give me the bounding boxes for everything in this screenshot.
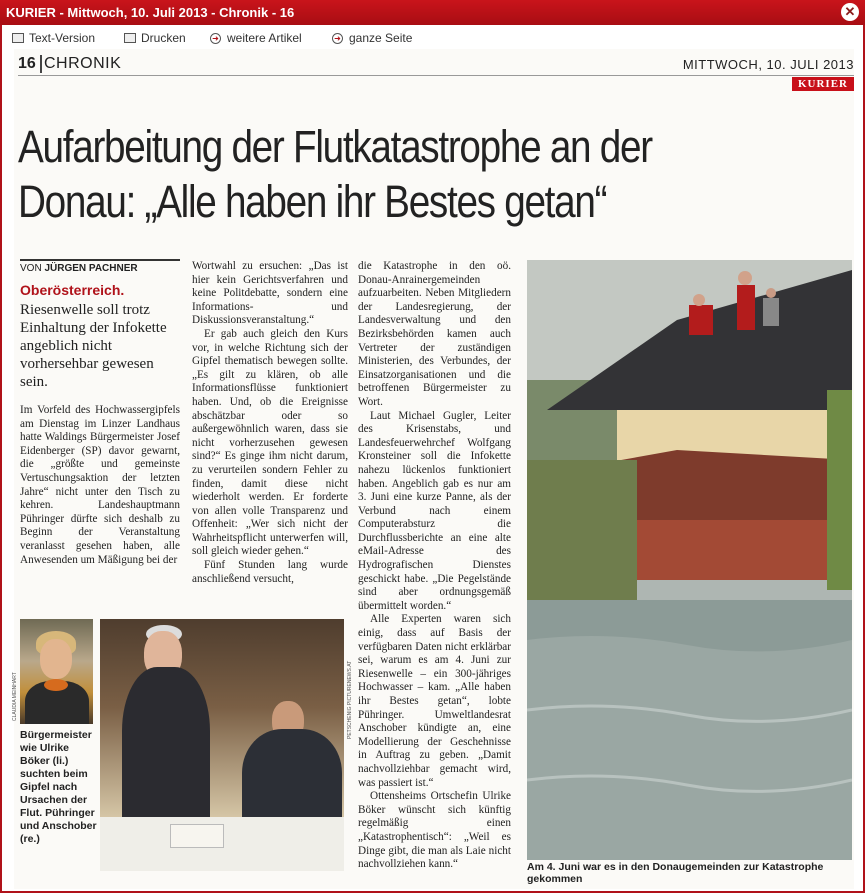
page-header (18, 53, 854, 76)
kurier-logo: KURIER (792, 77, 854, 91)
issue-date: MITTWOCH, 10. JULI 2013 (682, 57, 854, 72)
lead-text: Riesenwelle soll trotz Einhaltung der Infokette angeblich nicht vorhersehbar gewesen sein. (20, 302, 167, 390)
arrow-right-icon: ➜ (332, 33, 343, 44)
more-articles-label: weitere Artikel (227, 31, 302, 45)
close-icon[interactable]: ✕ (841, 3, 859, 21)
newspaper-page (14, 49, 854, 889)
byline-rule (20, 259, 180, 261)
column-2-paragraph-3: Fünf Stunden lang wurde anschließend versucht, (192, 559, 348, 585)
column-3-paragraph-3: Alle Experten waren sich einig, dass auf Basis der verfügbaren Daten nicht erklärbar sei, warum es am 4. Juni zur Riesenwelle – ein 300-jähriges Hochwasser – kam. „Alle haben ihr Bestes getan“, lobte Pühringer. Umweltlandesrat Anschober kündigte an, eine Modellierung der Geschehnisse in Auftrag zu geben. „Damit nachvollziehbar gemacht wird, was passiert ist.“ (358, 613, 511, 789)
print-label: Drucken (141, 31, 186, 45)
column-3-paragraph-2: Laut Michael Gugler, Leiter des Krisenstabs, und Landesfeuerwehrchef Wolfgang Kronsteiner soll die Infokette nahezu lückenlos funktioniert haben. Angeblich gab es nur am 3. Juni eine kurze Panne, als der Verbund nach einem Computerabsturz die Durchflussberichte an eine alte eMail-Adresse des Hydrografischen Dienstes geschickt habe. „Die Pegelstände sind aber ordnungsgemäß übermittelt worden.“ (358, 409, 511, 612)
column-2-paragraph-2: Er gab auch gleich den Kurs vor, in welche Richtung sich der Gipfel thematisch bewegen sollte. „Es gilt zu klären, ob alle Informationsflüsse funktioniert haben. Und, ob die Ereignisse abschätzbar oder so außergewöhnlich waren, dass sie nicht vorherzusehen gewesen sind?“ Es ginge ihm nicht darum, zu verurteilen sondern Fehler zu finden, damit diese nicht wiederholt werden. Er forderte von allen volle Transparenz und Offenheit: „Wer sich nicht der Wahrheitspflicht unterwerfen will, soll gleich wieder gehen.“ (192, 327, 348, 558)
text-version-button[interactable] (12, 31, 95, 45)
whole-page-label: ganze Seite (349, 31, 413, 45)
viewer-frame (0, 25, 865, 893)
section-name: CHRONIK (44, 55, 122, 72)
flood-photo (527, 260, 852, 860)
article-column-2 (192, 260, 348, 586)
article-column-3 (358, 260, 511, 872)
photo-credit-left: CLAUDIA MEINHART (12, 672, 18, 721)
whole-page-button[interactable] (332, 31, 412, 45)
page-number: 16 (18, 55, 42, 73)
more-articles-button[interactable] (210, 31, 302, 45)
article-column-1 (20, 404, 180, 567)
window-title: KURIER - Mittwoch, 10. Juli 2013 - Chronik - 16 (6, 5, 295, 20)
photo-caption-left: Bürgermeister wie Ulrike Böker (li.) suchten beim Gipfel nach Ursachen der Flut. Pühringer und Anschober (re.) (20, 729, 97, 845)
arrow-right-icon: ➜ (210, 33, 221, 44)
meeting-photo (100, 619, 344, 871)
headline-line-1: Aufarbeitung der Flutkatastrophe an der (18, 121, 652, 172)
headline (18, 119, 732, 229)
flood-illustration (527, 260, 852, 860)
byline-prefix: VON (20, 263, 42, 274)
column-3-paragraph-1: die Katastrophe in den oö. Donau-Anrainergemeinden aufzuarbeiten. Neben Mitgliedern der Landesregierung, der Landesverwaltung und den Bezirksbehörden kamen auch Vertreter der zuständigen Ministerien, des Verbundes, der Einsatzorganisationen und die betroffenen Bürgermeister zu Wort. (358, 260, 511, 408)
byline-author: JÜRGEN PACHNER (44, 263, 138, 274)
document-icon (12, 33, 24, 43)
column-1-paragraph: Im Vorfeld des Hochwassergipfels am Dienstag im Linzer Landhaus hatte Waldings Bürgermeister Josef Eidenberger (SP) davor gewarnt, die „größte und gemeinste Vertuschungsaktion der letzten Jahre“ nicht unter den Tisch zu kehren. Landeshauptmann Pühringer dürfte sich deshalb zu Beginn der Veranstaltung veranlasst gesehen haben, alle Anwesenden um Mäßigung bei der (20, 404, 180, 566)
photo-caption-right: Am 4. Juni war es in den Donaugemeinden zur Katastrophe gekommen (527, 861, 824, 885)
column-2-paragraph-1: Wortwahl zu ersuchen: „Das ist hier kein Gerichtsverfahren und keine Politdebatte, sondern eine Informations- und Diskussionsveranstaltung.“ (192, 260, 348, 327)
print-icon (124, 33, 136, 43)
column-3-paragraph-4: Ottensheims Ortschefin Ulrike Böker wünscht sich künftig regelmäßig einen „Katastrophentisch“: „Weil es Dinge gibt, die man als Laie nicht nachvollziehen kann.“ (358, 790, 511, 871)
photo-credit-middle: PETSCHENIG PICTURENEWS.AT (347, 660, 353, 739)
print-button[interactable] (124, 31, 186, 45)
kicker: Oberösterreich. (20, 282, 125, 298)
toolbar (2, 25, 863, 49)
window-titlebar (0, 0, 865, 25)
text-version-label: Text-Version (29, 31, 96, 45)
headline-line-2: Donau: „Alle haben ihr Bestes getan“ (18, 176, 607, 227)
portrait-photo-boeker (20, 619, 93, 724)
byline (20, 263, 138, 274)
